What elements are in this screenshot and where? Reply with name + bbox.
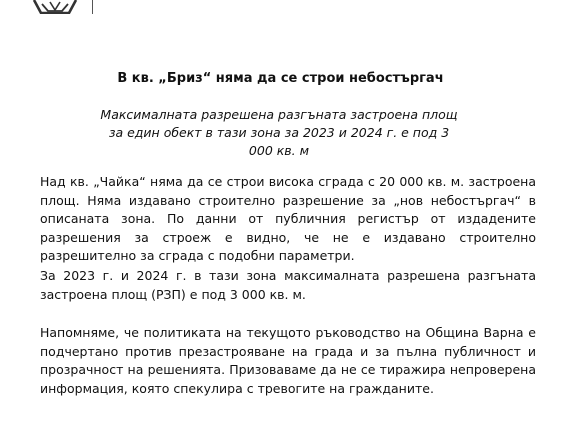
municipal-crest-icon xyxy=(32,0,78,14)
paragraph-1: Над кв. „Чайка“ няма да се строи висока сграда с 20 000 кв. м. застроена площ. Няма издавано строително разрешение за „нов небостъргач“ в описаната зона. По данни от публичния регистър от издадените разрешения за строеж е видно, че не е издавано строително разрешително за сграда с подобни параметри. xyxy=(40,174,536,263)
article-title: В кв. „Бриз“ няма да се строи небостъргач xyxy=(117,71,444,86)
article-subtitle: Максималната разрешена разгъната застроена площ за един обект в тази зона за 2023 и 2024 г. е под 3 000 кв. м xyxy=(100,107,458,158)
header-text-clipped xyxy=(108,0,196,2)
page-header xyxy=(0,0,561,16)
header-divider xyxy=(92,0,93,14)
paragraph-3: Напомняме, че политиката на текущото ръководство на Община Варна е подчертано против презастрояване на града и за пълна публичност и прозрачност на решенията. Призоваваме да не се тиражира непроверена информация, която спекулира с тревогите на гражданите. xyxy=(40,325,536,396)
paragraph-2: За 2023 г. и 2024 г. в тази зона максималната разрешена разгъната застроена площ (РЗП) е под 3 000 кв. м. xyxy=(40,268,536,302)
